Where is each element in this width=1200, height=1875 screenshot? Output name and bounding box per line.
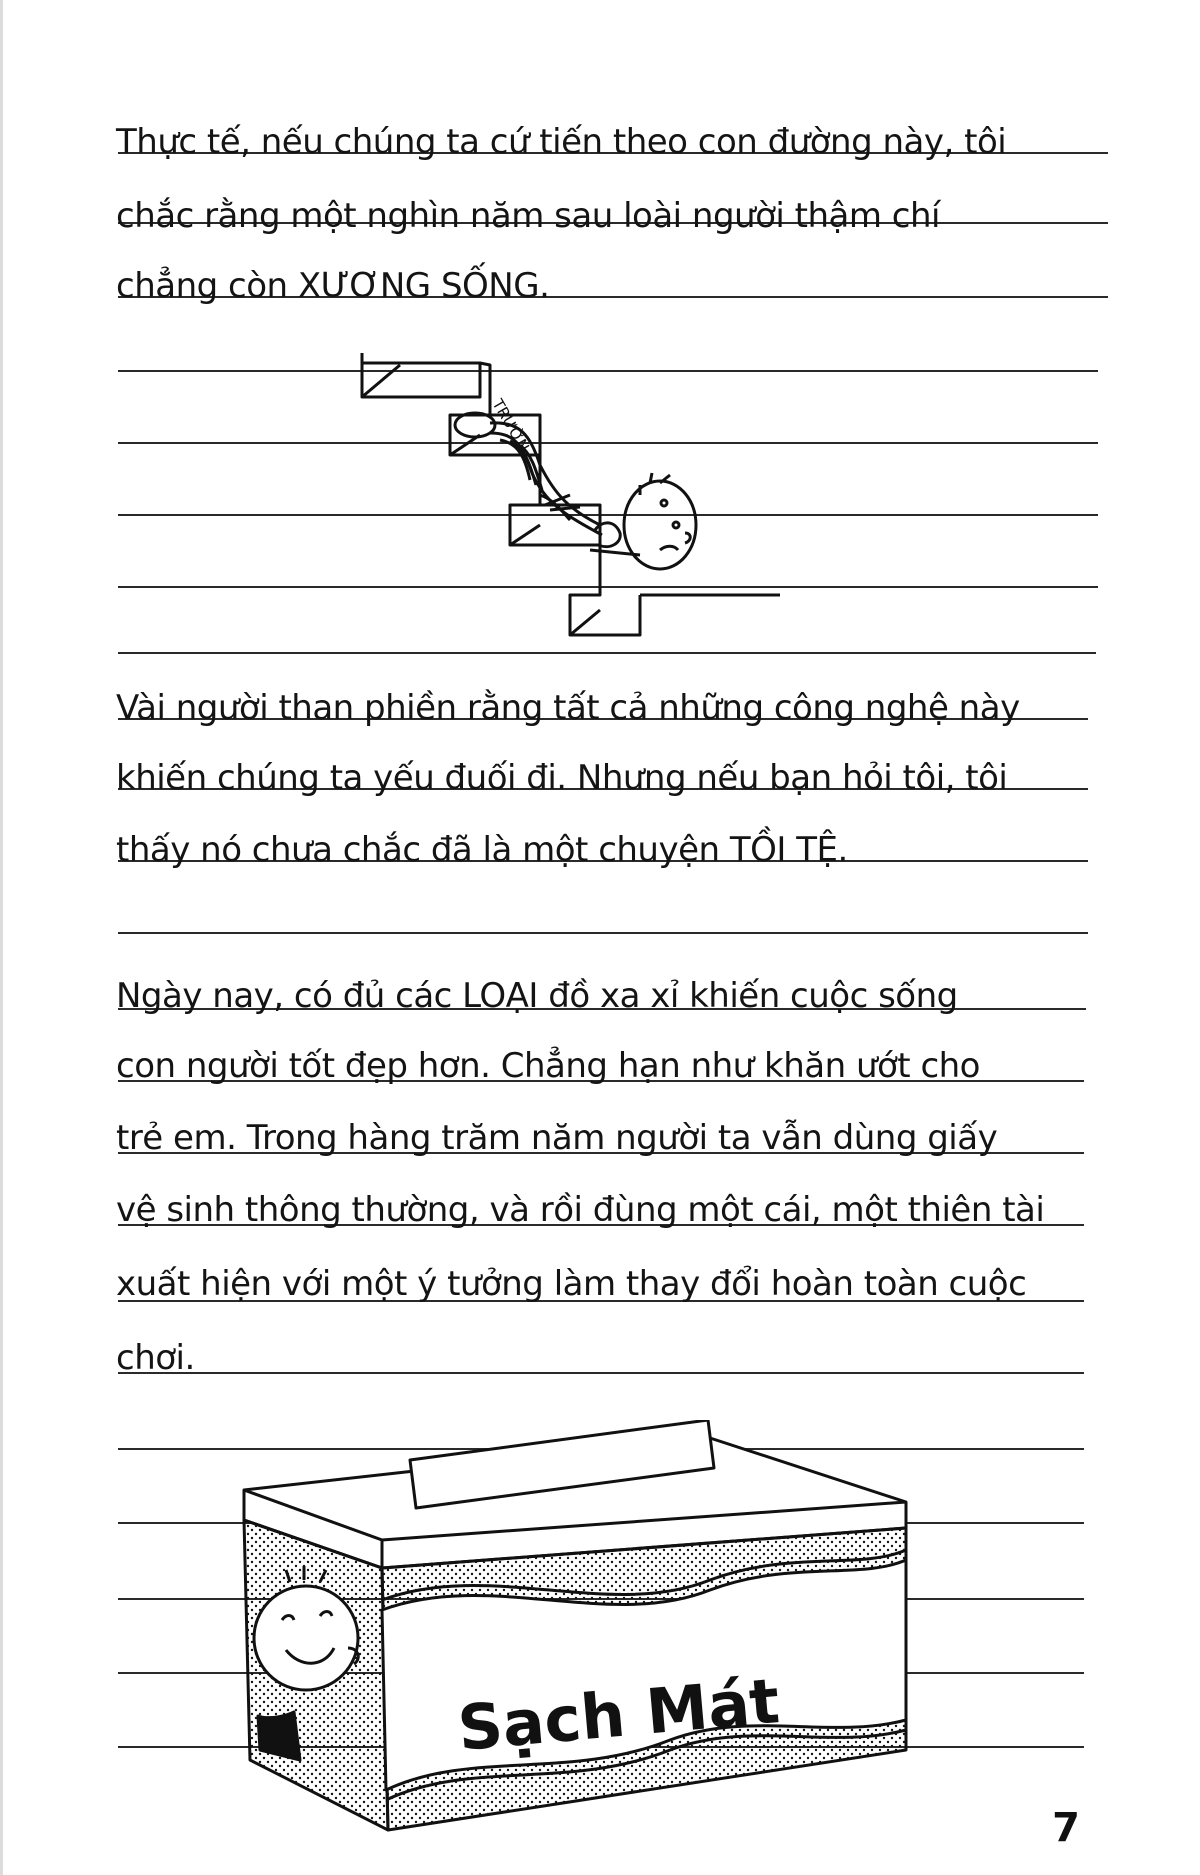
- sound-effect-label: TRƯỜN: [488, 396, 533, 455]
- wipes-box-drawing: [230, 1420, 910, 1840]
- text-line: Ngày nay, có đủ các LOẠI đồ xa xỉ khiến cuộc sống: [116, 976, 958, 1016]
- text-line: vệ sinh thông thường, và rồi đùng một cái, một thiên tài: [116, 1190, 1045, 1230]
- text-line: Vài người than phiền rằng tất cả những công nghệ này: [116, 688, 1020, 728]
- rule-line: [118, 1372, 1084, 1374]
- text-line: Thực tế, nếu chúng ta cứ tiến theo con đường này, tôi: [116, 122, 1007, 162]
- rule-line: [118, 652, 1096, 654]
- text-line: thấy nó chưa chắc đã là một chuyện TỒI TỆ.: [116, 830, 848, 870]
- text-line: chắc rằng một nghìn năm sau loài người thậm chí: [116, 196, 940, 236]
- text-line: trẻ em. Trong hàng trăm năm người ta vẫn dùng giấy: [116, 1118, 998, 1158]
- page-edge: [0, 0, 3, 1875]
- page-number: 7: [1052, 1805, 1080, 1851]
- rule-line: [118, 932, 1088, 934]
- text-line: xuất hiện với một ý tưởng làm thay đổi hoàn toàn cuộc: [116, 1264, 1027, 1304]
- stairs-drawing: [340, 345, 800, 645]
- text-line: chơi.: [116, 1338, 195, 1378]
- box-brand-label: Sạch Mát: [454, 1664, 783, 1765]
- text-line: chẳng còn XƯƠNG SỐNG.: [116, 266, 550, 306]
- text-line: con người tốt đẹp hơn. Chẳng hạn như khăn ướt cho: [116, 1046, 980, 1086]
- text-line: khiến chúng ta yếu đuối đi. Nhưng nếu bạn hỏi tôi, tôi: [116, 758, 1008, 798]
